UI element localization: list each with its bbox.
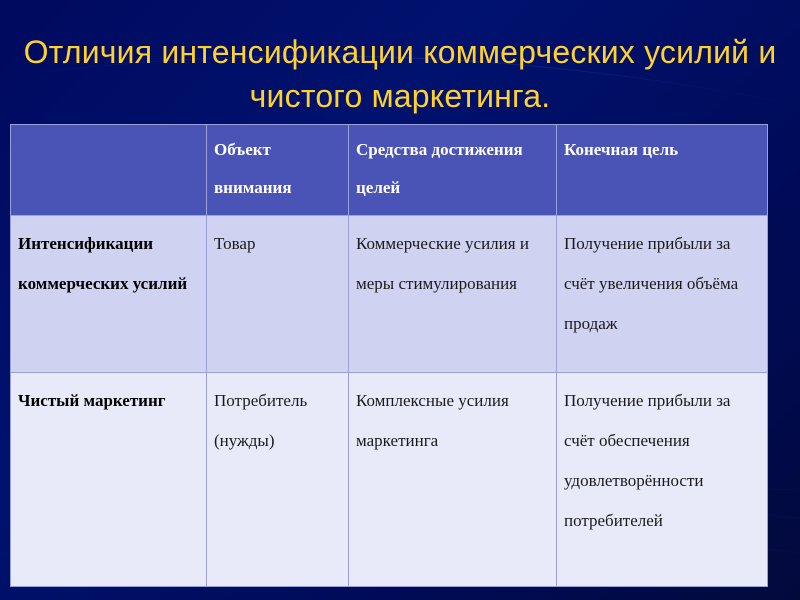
table-header-row bbox=[11, 125, 768, 216]
cell-means: Комплексные усилия маркетинга bbox=[349, 373, 557, 587]
cell-means: Коммерческие усилия и меры стимулирования bbox=[349, 216, 557, 373]
cell-object: Потребитель (нужды) bbox=[207, 373, 349, 587]
cell-goal: Получение прибыли за счёт обеспечения удовлетворённости потребителей bbox=[557, 373, 768, 587]
slide-title: Отличия интенсификации коммерческих усилий и чистого маркетинга. bbox=[23, 34, 777, 114]
cell-object: Товар bbox=[207, 216, 349, 373]
comparison-table bbox=[10, 124, 768, 587]
row-label: Чистый маркетинг bbox=[11, 373, 207, 587]
header-object: Объект внимания bbox=[207, 125, 349, 216]
header-goal: Конечная цель bbox=[557, 125, 768, 216]
header-corner-cell bbox=[11, 125, 207, 216]
table-row bbox=[11, 373, 768, 587]
row-label: Интенсификации коммерческих усилий bbox=[11, 216, 207, 373]
table-row bbox=[11, 216, 768, 373]
header-means: Средства достижения целей bbox=[349, 125, 557, 216]
cell-goal: Получение прибыли за счёт увеличения объёма продаж bbox=[557, 216, 768, 373]
